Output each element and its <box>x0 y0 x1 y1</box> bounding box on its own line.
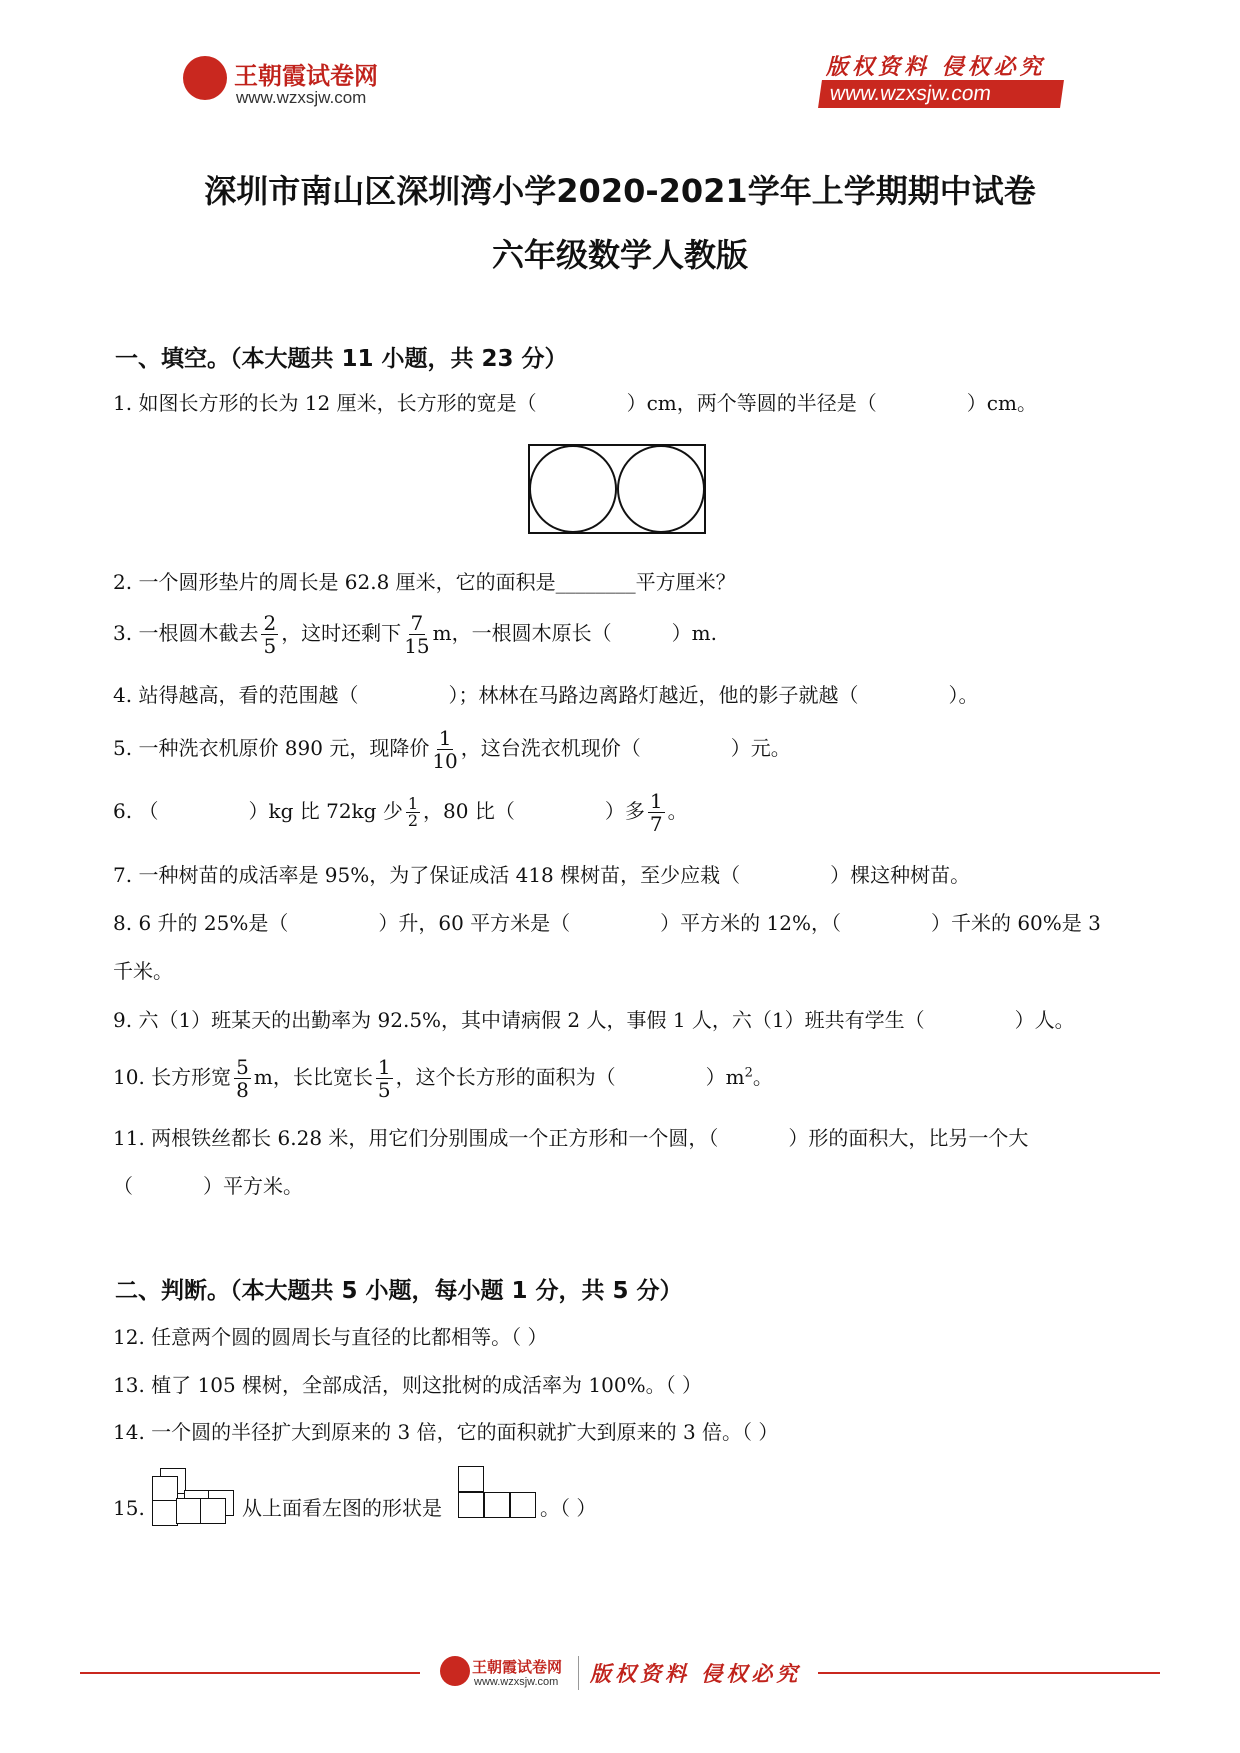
question-11-continued: （ ）平方米。 <box>113 1174 303 1198</box>
question-8: 8. 6 升的 25%是（ ）升，60 平方米是（ ）平方米的 12%，（ ）千米的 60%是 3 <box>113 911 1101 935</box>
fraction: $\frac{1}{5}$ <box>377 1055 391 1102</box>
section-heading-true-false: 二、判断。（本大题共 5 小题，每小题 1 分，共 5 分） <box>115 1278 683 1304</box>
brand-logo-icon <box>183 56 227 100</box>
rectangle-two-circles-figure <box>528 444 708 536</box>
question-9: 9. 六（1）班某天的出勤率为 92.5%，其中请病假 2 人，事假 1 人，六（1）班共有学生（ ）人。 <box>113 1008 1075 1032</box>
question-1: 1. 如图长方形的长为 12 厘米，长方形的宽是（ ）cm，两个等圆的半径是（ ）cm。 <box>113 391 1037 415</box>
header-slogan: 版权资料 侵权必究 <box>826 54 1046 80</box>
footer-brand-url: www.wzxsjw.com <box>474 1676 559 1688</box>
footer-divider-left <box>80 1672 420 1674</box>
fraction: $\frac{5}{8}$ <box>236 1055 249 1102</box>
fraction: $\frac{1}{10}$ <box>432 726 458 773</box>
brand-url: www.wzxsjw.com <box>236 88 367 107</box>
question-13: 13. 植了 105 棵树，全部成活，则这批树的成活率为 100%。（ ） <box>113 1373 702 1397</box>
question-15-number: 15. <box>113 1496 145 1520</box>
question-3: 3. 一根圆木截去 $\frac{2}{5}$ ，这时还剩下 $\frac{7}{15}$ m，一根圆木原长（ ）m. <box>113 611 717 658</box>
cube-stack-figure <box>150 1468 242 1540</box>
top-view-figure <box>458 1466 540 1522</box>
brand-name: 王朝霞试卷网 <box>234 62 378 90</box>
footer-brand-name: 王朝霞试卷网 <box>472 1658 563 1676</box>
header-url-bar: www.wzxsjw.com <box>818 80 1064 108</box>
question-2: 2. 一个圆形垫片的周长是 62.8 厘米，它的面积是________平方厘米？ <box>113 570 736 594</box>
footer-separator <box>578 1656 579 1690</box>
footer-divider-right <box>818 1672 1160 1674</box>
footer-slogan: 版权资料 侵权必究 <box>590 1661 802 1686</box>
section-heading-fill-blank: 一、填空。（本大题共 11 小题，共 23 分） <box>115 346 568 372</box>
question-15-end: 。（ ） <box>540 1496 597 1520</box>
page-title: 深圳市南山区深圳湾小学2020-2021学年上学期期中试卷 <box>204 172 1036 210</box>
question-15-text: 从上面看左图的形状是 <box>242 1496 442 1520</box>
question-7: 7. 一种树苗的成活率是 95%，为了保证成活 418 棵树苗，至少应栽（ ）棵这种树苗。 <box>113 863 971 887</box>
fraction: $\frac{1}{7}$ <box>649 789 663 836</box>
page-subtitle: 六年级数学人教版 <box>491 236 748 274</box>
question-11: 11. 两根铁丝都长 6.28 米，用它们分别围成一个正方形和一个圆，（ ）形的面积大，比另一个大 <box>113 1126 1029 1150</box>
question-4: 4. 站得越高，看的范围越（ ）；林林在马路边离路灯越近，他的影子就越（ ）。 <box>113 683 979 707</box>
question-5: 5. 一种洗衣机原价 890 元，现降价 $\frac{1}{10}$ ，这台洗衣机现价（ ）元。 <box>113 726 791 773</box>
footer-logo-icon <box>440 1656 470 1686</box>
question-12: 12. 任意两个圆的圆周长与直径的比都相等。（ ） <box>113 1325 548 1349</box>
fraction: $\frac{7}{15}$ <box>404 611 430 658</box>
question-14: 14. 一个圆的半径扩大到原来的 3 倍，它的面积就扩大到原来的 3 倍。（ ） <box>113 1420 779 1444</box>
question-10: 10. 长方形宽 $\frac{5}{8}$ m，长比宽长 $\frac{1}{5}$ ，这个长方形的面积为（ ）$m^2$。 <box>113 1055 773 1102</box>
fraction: $\frac{1}{2}$ <box>407 794 419 830</box>
fraction: $\frac{2}{5}$ <box>263 611 277 658</box>
question-6: 6. （ ）kg 比 72kg 少 $\frac{1}{2}$ ，80 比（ ）多 $\frac{1}{7}$ 。 <box>113 789 688 836</box>
question-8-continued: 千米。 <box>113 959 173 983</box>
